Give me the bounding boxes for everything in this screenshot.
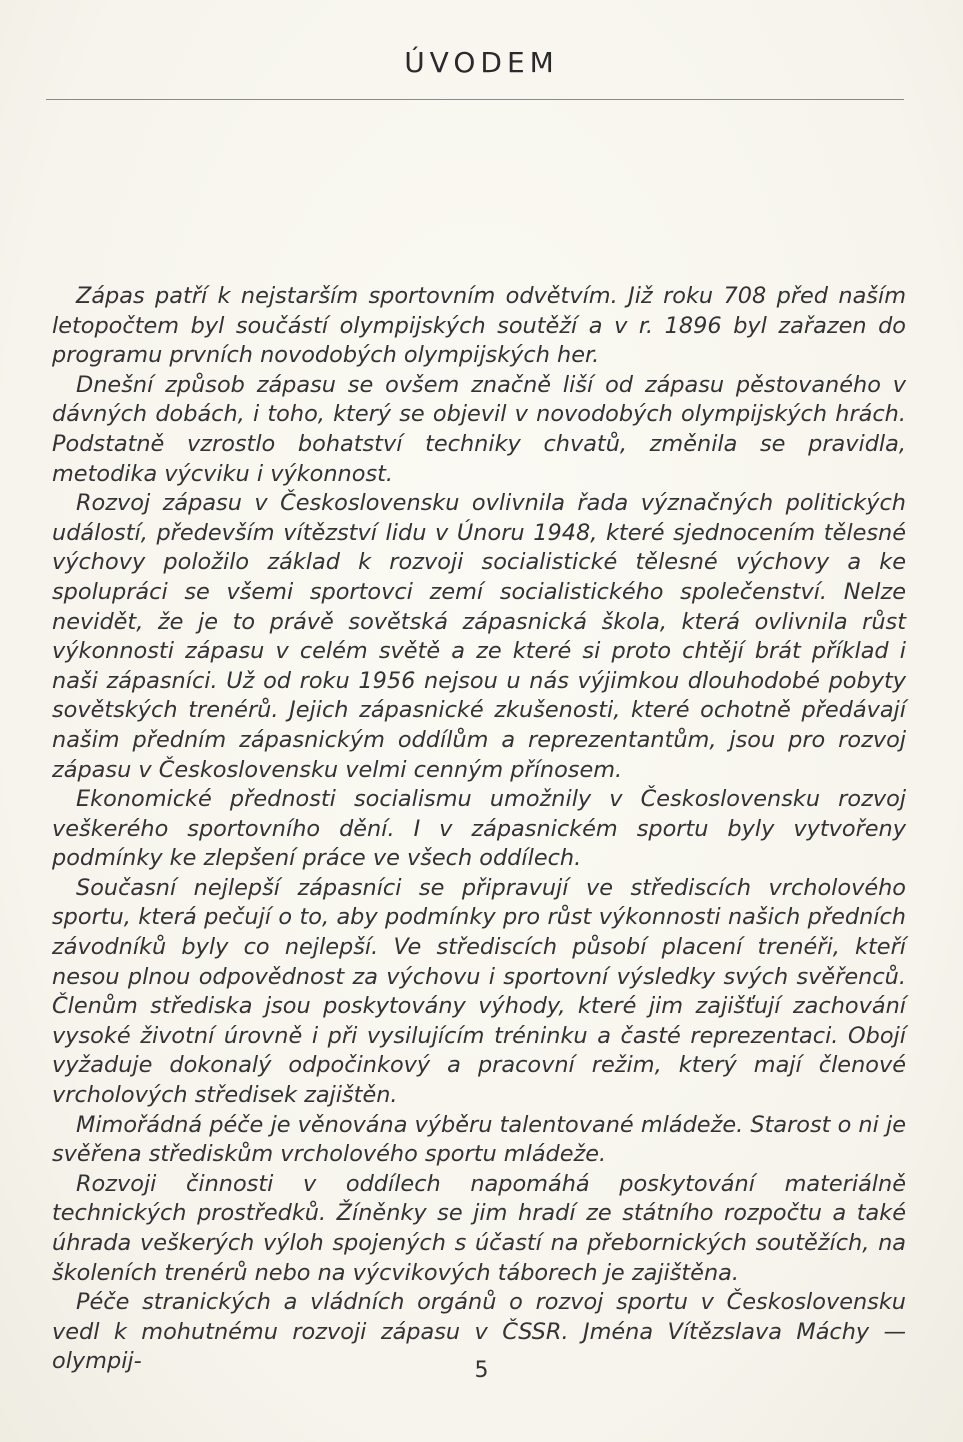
title-divider [46, 99, 904, 100]
paragraph-1: Zápas patří k nejstarším sportovním odvětvím. Již roku 708 před naším letopočtem byl součástí olympijských soutěží a v r. 1896 byl zařazen do programu prvních novodobých olympijských her. [52, 283, 906, 369]
paragraph-8: Péče stranických a vládních orgánů o rozvoj sportu v Československu vedl k mohutnému rozvoji zápasu v ČSSR. Jména Vítězslava Máchy — olympij- [52, 1289, 906, 1375]
paragraph-3: Rozvoj zápasu v Československu ovlivnila řada význačných politických událostí, především vítězství lidu v Únoru 1948, které sjednocením tělesné výchovy položilo základ k rozvoji socialistické tělesné výchovy a ke spolupráci se všemi sportovci zemí socialistického společenství. Nelze nevidět, že je to právě sovětská zápasnická škola, která ovlivnila růst výkonnosti zápasu v celém světě a ze které si proto chtějí brát příklad i naši zápasníci. Už od roku 1956 nejsou u nás výjimkou dlouhodobé pobyty sovětských trenérů. Jejich zápasnické zkušenosti, které ochotně předávají našim předním zápasnickým oddílům a reprezentantům, jsou pro rozvoj zápasu v Československu velmi cenným přínosem. [52, 490, 906, 783]
page-number: 5 [474, 1358, 489, 1383]
paragraph-5: Současní nejlepší zápasníci se připravují ve střediscích vrcholového sportu, která pečují o to, aby podmínky pro růst výkonnosti našich předních závodníků byly co nejlepší. Ve střediscích působí placení trenéři, kteří nesou plnou odpovědnost za výchovu i sportovní výsledky svých svěřenců. Členům střediska jsou poskytovány výhody, které jim zajišťují zachování vysoké životní úrovně i při vysilujícím tréninku a časté reprezentaci. Obojí vyžaduje dokonalý odpočinkový a pracovní režim, který mají členové vrcholových středisek zajištěn. [52, 874, 906, 1109]
paragraph-4: Ekonomické přednosti socialismu umožnily v Československu rozvoj veškerého sportovního dění. I v zápasnickém sportu byly vytvořeny podmínky ke zlepšení práce ve všech oddílech. [52, 786, 906, 872]
body-text [52, 282, 906, 1377]
paragraph-7: Rozvoji činnosti v oddílech napomáhá poskytování materiálně technických prostředků. Žíněnky se jim hradí ze státního rozpočtu a také úhrada veškerých výloh spojených s účastí na přebornických soutěžích, na školeních trenérů nebo na výcvikových táborech je zajištěna. [52, 1170, 906, 1286]
paragraph-2: Dnešní způsob zápasu se ovšem značně liší od zápasu pěstovaného v dávných dobách, i toho, který se objevil v novodobých olympijských hrách. Podstatně vzrostlo bohatství techniky chvatů, změnila se pravidla, metodika výcviku i výkonnost. [52, 371, 906, 487]
page-title: ÚVODEM [404, 46, 559, 79]
paragraph-6: Mimořádná péče je věnována výběru talentované mládeže. Starost o ni je svěřena střediskům vrcholového sportu mládeže. [52, 1111, 906, 1168]
